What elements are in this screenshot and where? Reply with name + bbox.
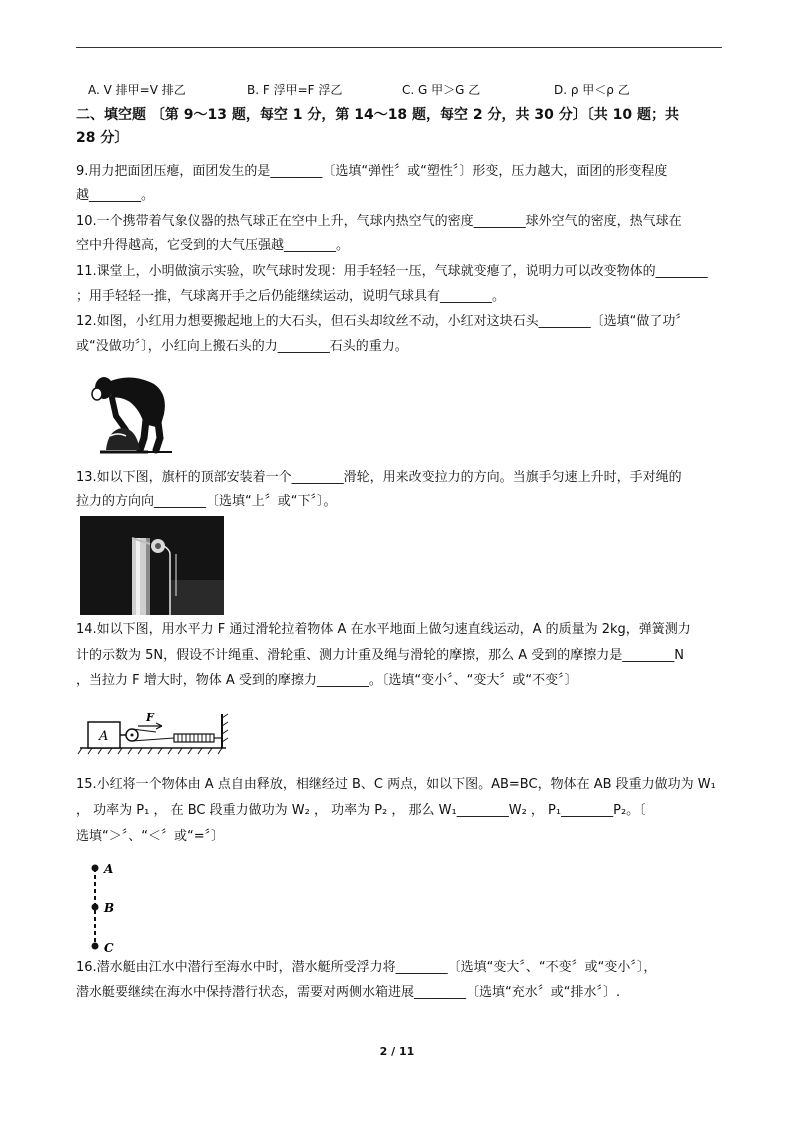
q16-line2: 潜水艇要继续在海水中保持潜行状态，需要对两侧水箱进展________〔选填“充水〞或“排水〞〕. <box>76 985 621 1000</box>
option-a: A. V 排甲=V 排乙 <box>88 83 186 97</box>
q14-line3: ，当拉力 F 增大时，物体 A 受到的摩擦力________。〔选填“变小〞、“变大〞或“不变〞〕 <box>76 673 578 688</box>
page-number: 2 / 11 <box>379 1045 415 1058</box>
q9-line1: 9.用力把面团压瘪，面团发生的是________〔选填“弹性〞或“塑性〞〕形变，压力越大，面团的形变程度 <box>76 164 668 179</box>
q15-line2: ， 功率为 P₁ ， 在 BC 段重力做功为 W₂ ， 功率为 P₂ ， 那么 W₁________W₂ ， P₁________P₂。〔 <box>76 803 646 818</box>
q9-line2: 越________。 <box>76 188 155 203</box>
q11-line2: ；用手轻轻一推，气球离开手之后仍能继续运动，说明气球具有________。 <box>76 289 506 304</box>
point-b-label: B <box>104 901 115 915</box>
q14-line2: 计的示数为 5N，假设不计绳重、滑轮重、测力计重及绳与滑轮的摩擦，那么 A 受到的摩擦力是________N <box>76 648 685 663</box>
q12-line1: 12.如图，小红用力想要搬起地上的大石头，但石头却纹丝不动，小红对这块石头________〔选填“做了功〞 <box>76 314 689 329</box>
option-b: B. F 浮甲=F 浮乙 <box>247 83 343 97</box>
lifting-rock-figure <box>86 372 178 454</box>
force-label: F <box>146 711 154 724</box>
q13-line2: 拉力的方向向________〔选填“上〞或“下〞〕。 <box>76 494 337 509</box>
pulley-block-figure <box>76 708 236 756</box>
option-c: C. G 甲＞G 乙 <box>402 83 481 97</box>
q15-line1: 15.小红将一个物体由 A 点自由释放，相继经过 B、C 两点，如以下图。AB=BC，物体在 AB 段重力做功为 W₁ <box>76 777 716 792</box>
section-title-line1: 二、填空题 〔第 9～13 题，每空 1 分，第 14～18 题，每空 2 分，共 30 分〕〔共 10 题；共 <box>76 107 679 123</box>
point-c-label: C <box>104 941 114 955</box>
q16-line1: 16.潜水艇由江水中潜行至海水中时，潜水艇所受浮力将________〔选填“变大〞、“不变〞或“变小〞〕， <box>76 960 657 975</box>
section-title-line2: 28 分〕 <box>76 130 129 146</box>
q11-line1: 11.课堂上，小明做演示实验，吹气球时发现：用手轻轻一压，气球就变瘪了，说明力可以改变物体的________ <box>76 264 708 279</box>
q14-line1: 14.如以下图，用水平力 F 通过滑轮拉着物体 A 在水平地面上做匀速直线运动，A 的质量为 2kg，弹簧测力 <box>76 622 691 637</box>
q15-line3: 选填“＞〞、“＜〞或“=〞〕 <box>76 829 225 844</box>
flagpole-pulley-photo <box>80 516 224 615</box>
point-a-label: A <box>104 862 114 876</box>
q12-line2: 或“没做功〞〕，小红向上搬石头的力________石头的重力。 <box>76 339 408 354</box>
header-rule <box>76 47 722 48</box>
q10-line2: 空中升得越高，它受到的大气压强越________。 <box>76 238 350 253</box>
option-d: D. ρ 甲＜ρ 乙 <box>554 83 630 97</box>
q10-line1: 10.一个携带着气象仪器的热气球正在空中上升，气球内热空气的密度________球外空气的密度，热气球在 <box>76 214 682 229</box>
q13-line1: 13.如以下图，旗杆的顶部安装着一个________滑轮，用来改变拉力的方向。当旗手匀速上升时，手对绳的 <box>76 470 682 485</box>
free-fall-figure <box>86 858 126 956</box>
block-label: A <box>99 729 109 744</box>
